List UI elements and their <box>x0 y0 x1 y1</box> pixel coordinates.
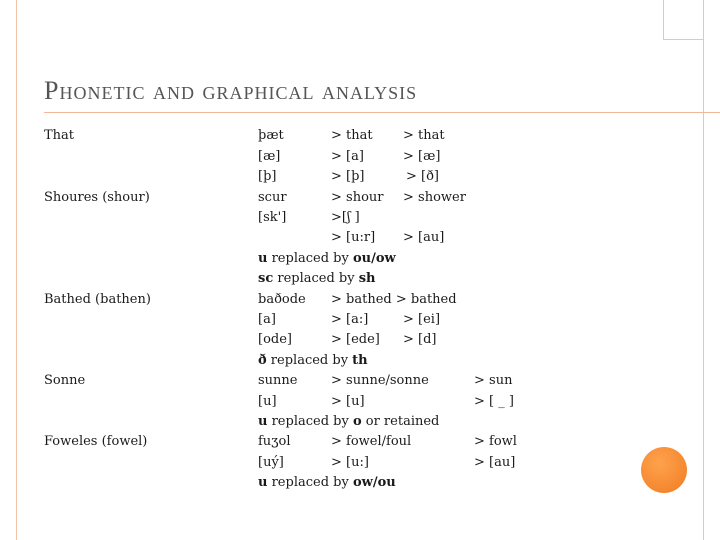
row-5-c2: > [u:r] <box>331 230 376 245</box>
word-label-bathed: Bathed (bathen) <box>44 292 151 307</box>
orange-circle-decoration <box>641 447 687 493</box>
row-9-c4: > sun <box>474 373 513 388</box>
row-12-c4: > [au] <box>474 455 516 470</box>
row-6-c1: baðode <box>258 292 306 307</box>
row-9-c1: sunne <box>258 373 298 388</box>
row-3-c3: > shower <box>403 190 466 205</box>
row-7-c2: > [a:] <box>331 312 369 327</box>
note-sh: sc replaced by sh <box>258 271 376 286</box>
row-12-c1: [uý] <box>258 455 284 470</box>
row-1-c2: > [a] <box>331 149 364 164</box>
row-8-c1: [ode] <box>258 332 292 347</box>
note-th: ð replaced by th <box>258 353 368 368</box>
row-4-c2: >[ʃ ] <box>331 210 360 225</box>
row-0-c2: > that <box>331 128 373 143</box>
row-10-c2: > [u] <box>331 394 365 409</box>
row-1-c1: [æ] <box>258 149 281 164</box>
word-label-shoures: Shoures (shour) <box>44 190 150 205</box>
word-label-that: That <box>44 128 75 143</box>
row-10-c1: [u] <box>258 394 277 409</box>
note-o-retained: u replaced by o or retained <box>258 414 440 429</box>
row-3-c2: > shour <box>331 190 384 205</box>
row-0-c1: þæt <box>258 128 284 143</box>
row-1-c3: > [æ] <box>403 149 441 164</box>
row-8-c2: > [ede] <box>331 332 380 347</box>
row-5-c3: > [au] <box>403 230 445 245</box>
row-11-c1: fuʒol <box>258 434 291 449</box>
row-7-c1: [a] <box>258 312 276 327</box>
row-2-c2: > [þ] <box>331 169 365 184</box>
title-underline <box>44 112 720 113</box>
row-2-c3: > [ð] <box>406 169 439 184</box>
row-0-c3: > that <box>403 128 445 143</box>
row-7-c3: > [ei] <box>403 312 441 327</box>
word-label-sonne: Sonne <box>44 373 86 388</box>
row-4-c1: [sk'] <box>258 210 287 225</box>
word-label-foweles: Foweles (fowel) <box>44 434 148 449</box>
row-6-c2: > bathed > bathed <box>331 292 457 307</box>
row-8-c3: > [d] <box>403 332 437 347</box>
row-2-c1: [þ] <box>258 169 277 184</box>
row-12-c2: > [u:] <box>331 455 369 470</box>
corner-decoration <box>663 0 703 40</box>
row-11-c2: > fowel/foul <box>331 434 412 449</box>
row-9-c2: > sunne/sonne <box>331 373 429 388</box>
slide-title: Phonetic and graphical analysis <box>44 76 418 105</box>
row-11-c4: > fowl <box>474 434 517 449</box>
row-10-c4: > [ _ ] <box>474 394 514 409</box>
note-ow-ou: u replaced by ow/ou <box>258 475 396 490</box>
row-3-c1: scur <box>258 190 287 205</box>
note-ou-ow: u replaced by ou/ow <box>258 251 396 266</box>
